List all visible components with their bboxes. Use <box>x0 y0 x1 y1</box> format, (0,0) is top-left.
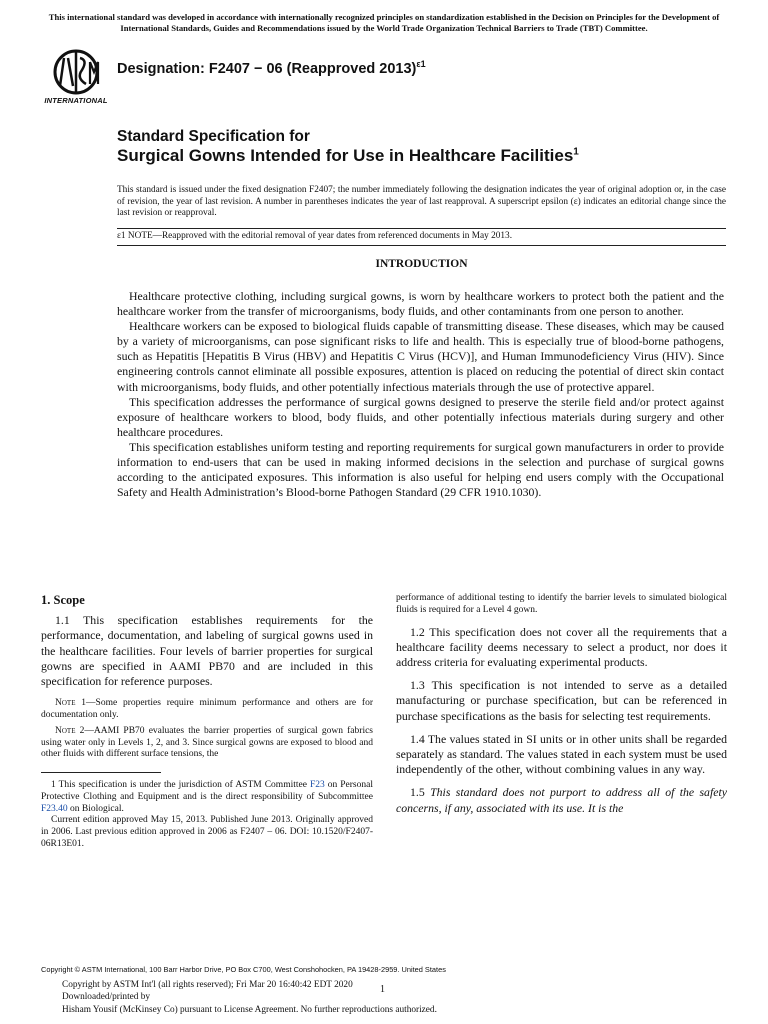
footnote-1-text: 1 This specification is under the jurisdiction of ASTM Committee <box>51 780 310 790</box>
section-1-2: 1.2 This specification does not cover all the requirements that a healthcare facility deems necessary to select a product, nor does it address criteria for evaluating experimental products. <box>396 624 727 669</box>
introduction-body <box>117 289 724 500</box>
intro-paragraph: Healthcare workers can be exposed to biological fluids capable of transmitting disease. These diseases, which may be caused by a variety of microorganisms, can pose significant risks to life and health. This is especially true of blood-borne pathogens, such as Hepatitis [Hepatitis B Virus (HBV) and Hepatitis C Virus (HCV)], and Human Immunodeficiency Virus (HIV). Since engineering controls cannot eliminate all possible exposures, attention is placed on reducing the potential of direct skin contact with microorganisms, body fluids, and other potentially infectious materials through the use of protective apparel. <box>117 319 724 394</box>
section-1-3: 1.3 This specification is not intended to serve as a detailed manufacturing or purchase specification, but can be referenced in purchase specifications as the basis for selecting test requirements. <box>396 678 727 723</box>
note-1-label: Note 1 <box>55 698 87 709</box>
note-2-text: —AAMI PB70 evaluates the barrier properties of surgical gown fabrics using water only in Levels 1, 2, and 3. Since surgical gowns are exposed to blood and other fluids with different surface tensions, the <box>41 725 373 760</box>
footnote-2: Current edition approved May 15, 2013. Published June 2013. Originally approved in 2006. Last previous edition approved in 2006 as F2407 – 06. DOI: 10.1520/F2407-06R13E01. <box>41 815 373 849</box>
editorial-note-text: NOTE—Reapproved with the editorial removal of year dates from referenced documents in May 2013. <box>125 231 513 241</box>
editorial-note-prefix: ε1 <box>117 231 126 241</box>
note-2-continued: performance of additional testing to identify the barrier levels to simulated biological fluids is required for a Level 4 gown. <box>396 593 727 615</box>
footnote-1-text: on Biological. <box>67 803 124 814</box>
intro-paragraph: Healthcare protective clothing, including surgical gowns, is worn by healthcare workers to protect both the patient and the healthcare worker from the transfer of microorganisms, body fluids, and other contaminants from one person to another. <box>117 289 724 319</box>
divider <box>117 245 726 246</box>
section-1-5-number: 1.5 <box>410 785 431 800</box>
license-line: Downloaded/printed by <box>62 992 151 1003</box>
footnote-1 <box>41 780 373 815</box>
page-number: 1 <box>380 984 385 995</box>
footnotes <box>41 780 373 851</box>
designation <box>117 59 426 77</box>
note-2-label: Note 2 <box>55 725 85 736</box>
right-column <box>396 593 727 816</box>
standard-notice: This international standard was developed in accordance with internationally recognized principles on standardization established in the Decision on Principles for the Development of International Standards, Guides and Recommendations issued by the World Trade Organization Technical Barriers to Trade (TBT) Committee. <box>48 12 720 33</box>
intro-paragraph: This specification establishes uniform testing and reporting requirements for surgical gown manufacturers in order to provide information to end-users that can be used in making informed decisions in the selection and purchase of surgical gowns according to the anticipated exposures. This information is also useful for helping end users comply with the Occupational Safety and Health Administration’s Blood-borne Pathogen Standard (29 CFR 1910.1030). <box>117 439 724 500</box>
introduction-heading: INTRODUCTION <box>375 258 468 270</box>
left-column <box>41 593 373 761</box>
subcommittee-link[interactable]: F23.40 <box>41 803 68 814</box>
section-1-5-text: This standard does not purport to address all of the safety concerns, if any, associated with its use. It is the <box>396 785 727 815</box>
title-footnote-ref: 1 <box>573 146 579 158</box>
footnote-1-text: on Personal Protective Clothing and Equipment and is the direct responsibility of Subcommittee <box>41 780 373 802</box>
designation-superscript: ε1 <box>416 59 426 69</box>
section-1-4: 1.4 The values stated in SI units or in other units shall be regarded separately as standard. The values stated in each system must be used independently of the other, without combining values in any way. <box>396 731 727 777</box>
section-1-1: 1.1 This specification establishes requirements for the performance, documentation, and labeling of surgical gowns used in the healthcare facilities. Four levels of barrier properties for surgical gowns are specified in AAMI PB70 and are included in this specification for reference purposes. <box>41 613 373 689</box>
logo-wordmark: INTERNATIONAL <box>44 96 108 105</box>
title-line-1: Standard Specification for <box>117 128 310 145</box>
license-line: Copyright by ASTM Int'l (all rights reserved); Fri Mar 20 16:40:42 EDT 2020 <box>62 980 353 990</box>
note-2 <box>41 726 373 761</box>
copyright-line: Copyright © ASTM International, 100 Barr Harbor Drive, PO Box C700, West Conshohocken, PA 19428-2959. United States <box>41 965 446 974</box>
scope-heading: 1. Scope <box>41 593 85 607</box>
title-text: Surgical Gowns Intended for Use in Healthcare Facilities <box>117 146 574 165</box>
intro-paragraph: This specification addresses the performance of surgical gowns designed to preserve the sterile field and/or protect against exposure of healthcare workers to blood, body fluids, and other potentially infectious materials during surgery and other healthcare procedures. <box>117 394 724 439</box>
section-1-5 <box>396 785 727 815</box>
divider <box>117 228 726 229</box>
designation-text: Designation: F2407 − 06 (Reapproved 2013) <box>117 60 417 77</box>
fixed-designation-statement: This standard is issued under the fixed designation F2407; the number immediately following the designation indicates the year of original adoption or, in the case of revision, the year of last revision. A number in parentheses indicates the year of last reapproval. A superscript epsilon (ε) indicates an editorial change since the last revision or reapproval. <box>117 185 726 218</box>
note-1-text: —Some properties require minimum performance and others are for documentation only. <box>41 698 374 721</box>
note-1 <box>41 698 373 722</box>
editorial-note <box>117 231 726 242</box>
license-line: Hisham Yousif (McKinsey Co) pursuant to License Agreement. No further reproductions authorized. <box>62 1004 437 1015</box>
footnote-divider <box>41 772 161 773</box>
committee-link[interactable]: F23 <box>309 780 325 790</box>
document-title <box>117 146 579 166</box>
